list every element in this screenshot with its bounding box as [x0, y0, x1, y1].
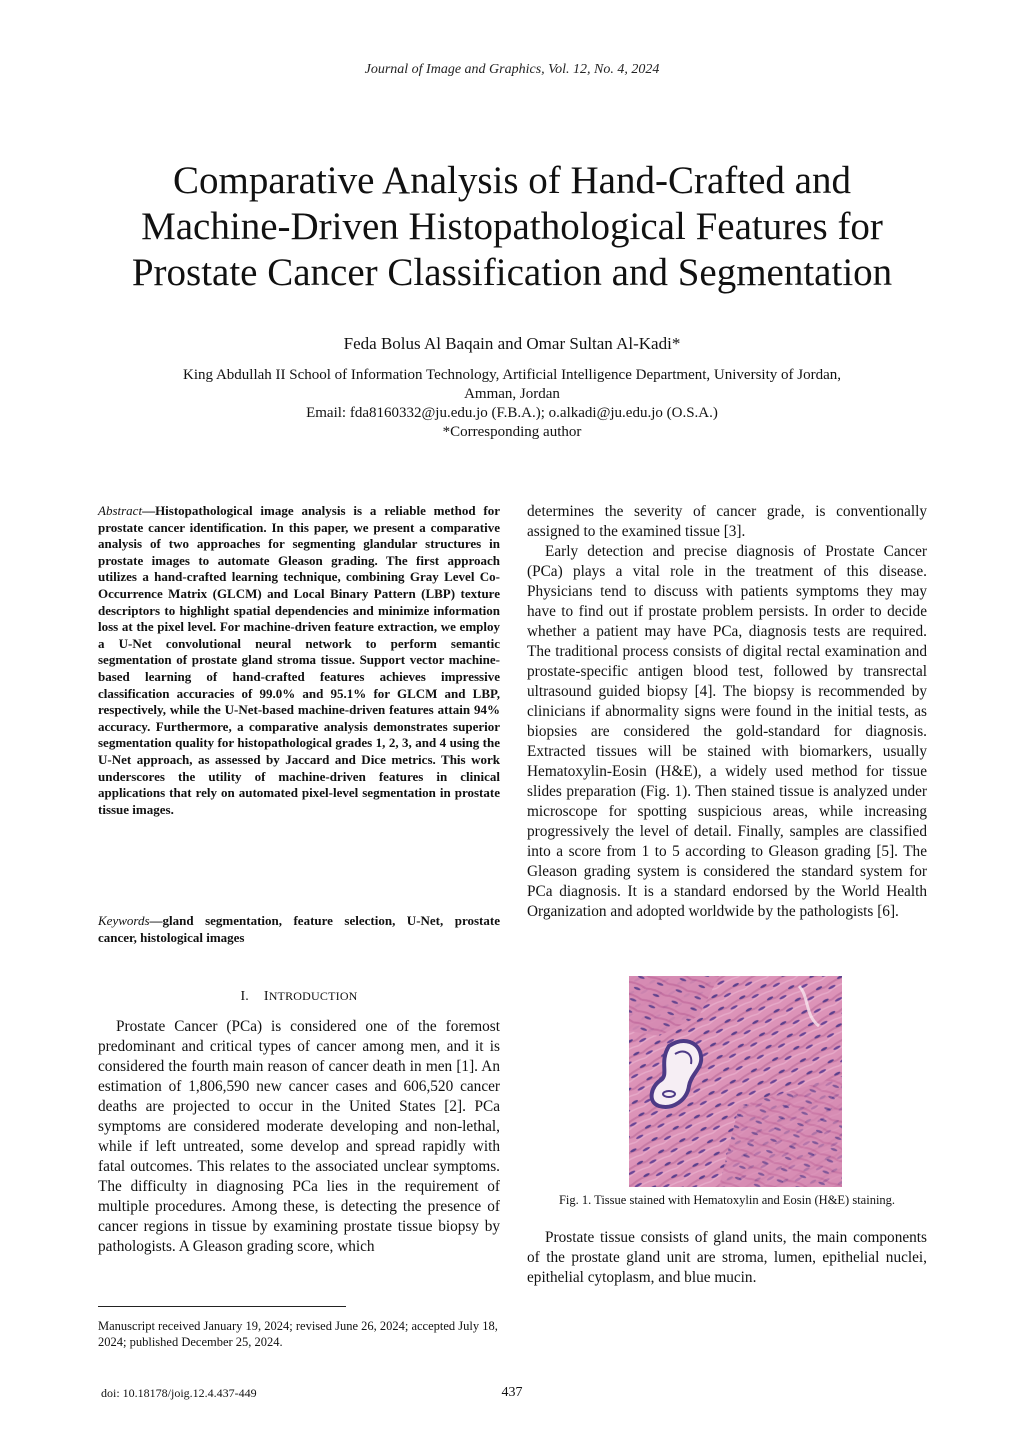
title-line-1: Comparative Analysis of Hand-Crafted and: [173, 159, 851, 202]
section-number: I.: [240, 989, 249, 1004]
affiliation-city: Amman, Jordan: [464, 386, 560, 402]
title-line-3: Prostate Cancer Classification and Segmentation: [131, 251, 893, 294]
section-heading-introduction: [98, 989, 500, 1005]
abstract: [98, 503, 500, 818]
affiliation-line: King Abdullah II School of Information Technology, Artificial Intelligence Department, University of Jordan,: [183, 367, 841, 383]
right-paragraph-continued: determines the severity of cancer grade, is conventionally assigned to the examined tissue [3].: [527, 503, 927, 540]
section-title-rest: NTRODUCTION: [268, 989, 358, 1003]
journal-header: Journal of Image and Graphics, Vol. 12, No. 4, 2024: [364, 62, 660, 77]
abstract-label: Abstract: [98, 503, 143, 518]
keywords-label: Keywords: [98, 913, 150, 928]
introduction-body: [98, 1017, 500, 1257]
email-line: Email: fda8160332@ju.edu.jo (F.B.A.); o.alkadi@ju.edu.jo (O.S.A.): [306, 405, 718, 421]
section-title-initial: I: [263, 989, 269, 1004]
right-column-body: [527, 502, 927, 922]
paper-title: [60, 158, 964, 296]
title-line-2: Machine-Driven Histopathological Features for: [141, 205, 883, 248]
right-bottom-paragraph: Prostate tissue consists of gland units, the main components of the prostate gland unit are stroma, lumen, epithelial nuclei, epithelial cytoplasm, and blue mucin.: [527, 1229, 927, 1286]
affiliation-block: [110, 366, 914, 442]
keywords-text: —gland segmentation, feature selection, U-Net, prostate cancer, histological images: [98, 913, 500, 945]
abstract-text: —Histopathological image analysis is a reliable method for prostate cancer identification. In this paper, we present a comparative analysis of two approaches for segmenting glandular structures in prostate images to automate Gleason grading. The first approach utilizes a hand-crafted learning technique, combining Gray Level Co-Occurrence Matrix (GLCM) and Local Binary Pattern (LBP) texture descriptors to highlight spatial dependencies and minimize information loss at the pixel level. For machine-driven feature extraction, we employ a U-Net convolutional neural network to perform semantic segmentation of prostate gland stroma tissue. Support vector machine-based learning of hand-crafted features achieves impressive classification accuracies of 99.0% and 95.1% for GLCM and LBP, respectively, while the U-Net-based machine-driven features attain 94% accuracy. Furthermore, a comparative analysis demonstrates superior segmentation quality for histopathological grades 1, 2, 3, and 4 using the U-Net approach, as assessed by Jaccard and Dice metrics. This work underscores the utility of machine-driven features in clinical applications that rely on automated pixel-level segmentation in prostate tissue images.: [98, 503, 500, 817]
figure-caption: Fig. 1. Tissue stained with Hematoxylin and Eosin (H&E) staining.: [558, 1193, 896, 1207]
page-number: 437: [501, 1385, 523, 1400]
tissue-micrograph: [629, 976, 842, 1187]
corresponding-author-note: *Corresponding author: [442, 424, 582, 440]
footnote-divider: [98, 1306, 346, 1307]
right-paragraph-early-detection: Early detection and precise diagnosis of Prostate Cancer (PCa) plays a vital role in the treatment of this disease. Physicians tend to discuss with patients symptoms they may have to find out if prostate problem persists. In order to decide whether a patient may have PCa, diagnosis tests are required. The traditional process consists of digital rectal examination and prostate-specific antigen blood test, followed by transrectal ultrasound guided biopsy [4]. The biopsy is recommended by clinicians if abnormality signs were found in the initial tests, as biopsies are considered the gold-standard for diagnosis. Extracted tissues will be stained with biomarkers, usually Hematoxylin-Eosin (H&E), a widely used method for tissue slides preparation (Fig. 1). Then stained tissue is analyzed under microscope for spotting suspicious areas, while increasing progressively the level of detail. Finally, samples are classified into a score from 1 to 5 according to Gleason grading [5]. The Gleason grading system is considered the standard system for PCa diagnosis. It is a standard endorsed by the World Health Organization and adopted worldwide by the pathologists [6].: [527, 543, 927, 920]
doi[interactable]: doi: 10.18178/joig.12.4.437-449: [101, 1386, 257, 1400]
intro-paragraph: Prostate Cancer (PCa) is considered one of the foremost predominant and critical types of cancer among men, and it is considered the fourth main reason of cancer death in men [1]. An estimation of 1,806,590 new cancer cases and 606,520 cancer deaths are projected to occur in the United States [2]. PCa symptoms are considered moderate developing and non-lethal, while if left untreated, some develop and spread rapidly with fatal outcomes. This relates to the associated unclear symptoms. The difficulty in diagnosing PCa lies in the requirement of multiple procedures. Among these, is detecting the presence of cancer regions in tissue by examining prostate tissue biopsy by pathologists. A Gleason grading score, which: [98, 1018, 500, 1255]
keywords: [98, 913, 500, 946]
right-bottom-body: [527, 1228, 927, 1288]
manuscript-dates-footnote: Manuscript received January 19, 2024; revised June 26, 2024; accepted July 18, 2024; published December 25, 2024.: [98, 1319, 498, 1349]
author-list: Feda Bolus Al Baqain and Omar Sultan Al-Kadi*: [343, 334, 681, 353]
he-stained-tissue-image: [629, 976, 842, 1187]
